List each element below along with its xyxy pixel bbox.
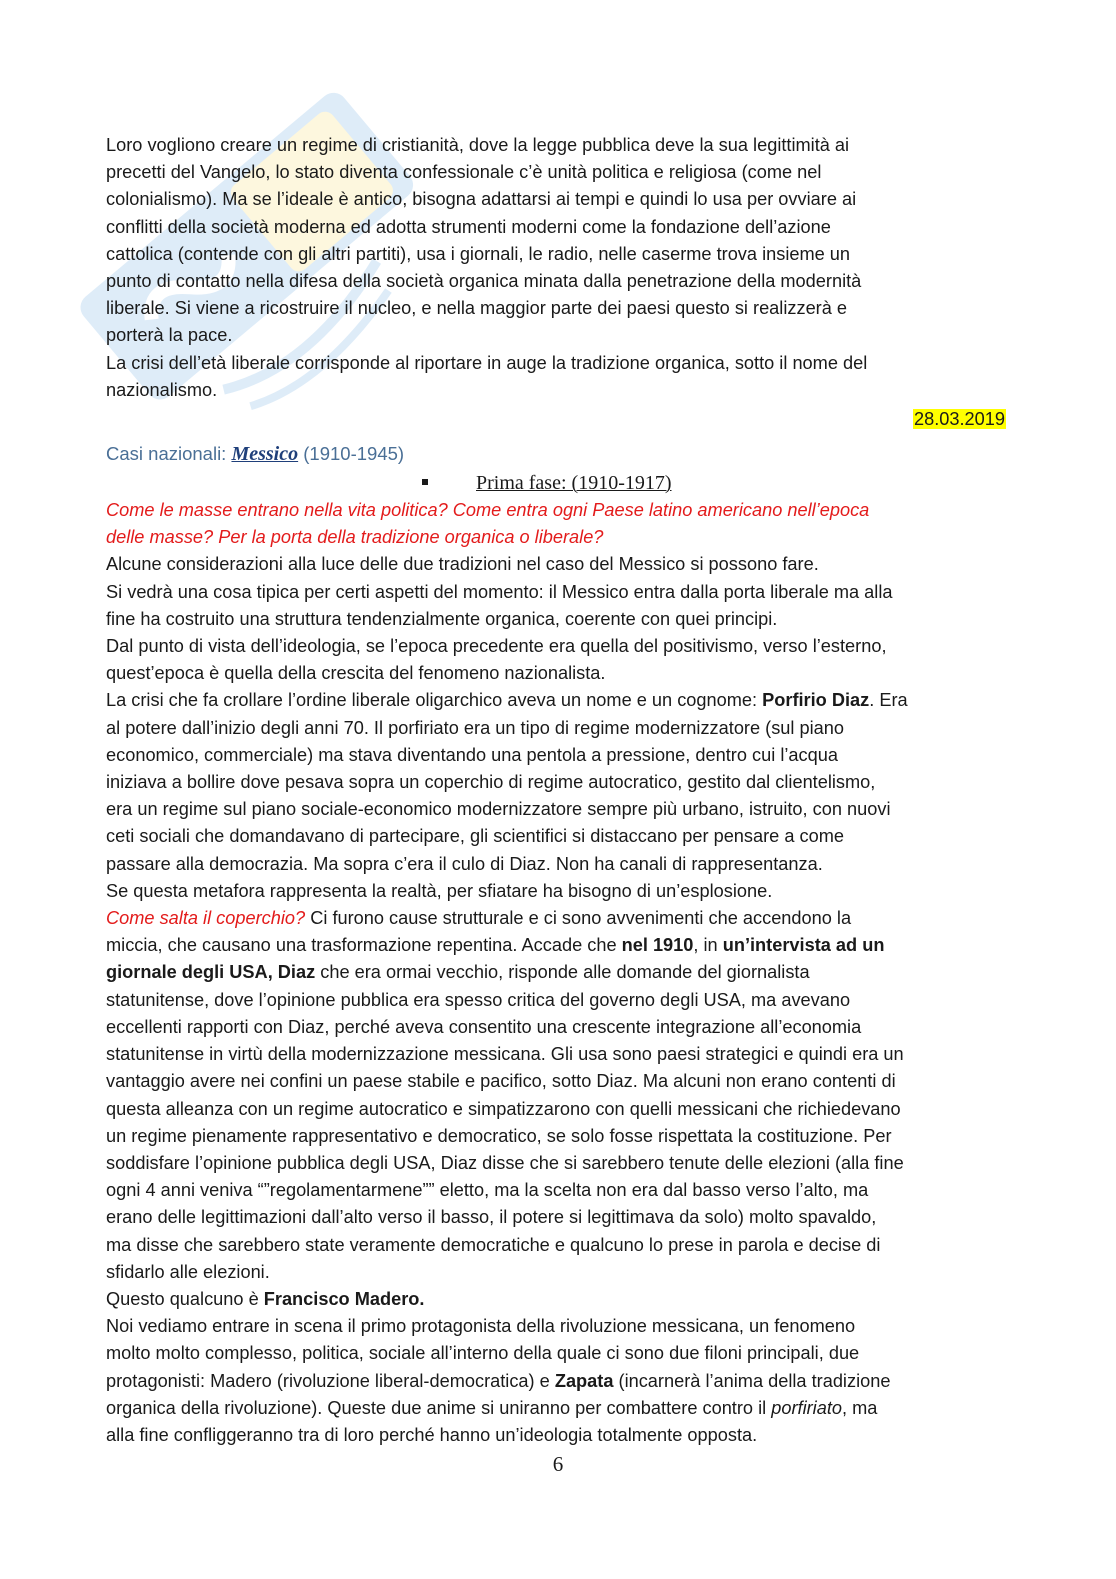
text-line: vantaggio avere nei confini un paese stabile e pacifico, sotto Diaz. Ma alcuni non erano contenti di bbox=[106, 1071, 896, 1092]
text-span: protagonisti: Madero (rivoluzione liberal-democratica) e bbox=[106, 1370, 555, 1391]
text-line: statunitense, dove l’opinione pubblica era spesso critica del governo degli USA, ma avevano bbox=[106, 989, 851, 1010]
text-line bbox=[106, 959, 1006, 986]
text-line: soddisfare l’opinione pubblica degli USA, Diaz disse che si sarebbero tenute delle elezioni (alla fine bbox=[106, 1152, 904, 1173]
text-line: Se questa metafora rappresenta la realtà, per sfiatare ha bisogno di un’esplosione. bbox=[106, 880, 773, 901]
page-number: 6 bbox=[552, 1452, 564, 1476]
text-line: quest’epoca è quella della crescita del fenomeno nazionalista. bbox=[106, 663, 606, 684]
text-line: La crisi dell’età liberale corrisponde al riportare in auge la tradizione organica, sotto il nome del bbox=[106, 352, 868, 373]
text-span: miccia, che causano una trasformazione repentina. Accade che bbox=[106, 935, 622, 956]
text-span: Questo qualcuno è bbox=[106, 1288, 264, 1309]
text-line: alla fine confliggeranno tra di loro perché hanno un’ideologia totalmente opposta. bbox=[106, 1424, 758, 1445]
text-line: fine ha costruito una struttura tendenzialmente organica, coerente con quei principi. bbox=[106, 608, 778, 629]
text-line: precetti del Vangelo, lo stato diventa confessionale c’è unità politica e religiosa (come nel bbox=[106, 162, 822, 183]
heading-country: Messico bbox=[231, 443, 299, 466]
text-line: sfidarlo alle elezioni. bbox=[106, 1261, 270, 1282]
text-line: al potere dall’inizio degli anni 70. Il porfiriato era un tipo di regime modernizzatore (sul piano bbox=[106, 717, 845, 738]
text-line: era un regime sul piano sociale-economico modernizzatore sempre più urbano, istruito, con nuovi bbox=[106, 799, 891, 820]
text-span: (incarnerà l’anima della tradizione bbox=[613, 1370, 891, 1391]
text-line: eccellenti rapporti con Diaz, perché aveva consentito una crescente integrazione all’economia bbox=[106, 1016, 862, 1037]
text-line: liberale. Si viene a ricostruire il nucleo, e nella maggior parte dei paesi questo si realizzerà e bbox=[106, 298, 848, 319]
text-span: La crisi che fa crollare l’ordine liberale oligarchico aveva un nome e un cognome: bbox=[106, 690, 763, 711]
lecture-date: 28.03.2019 bbox=[913, 409, 1005, 430]
text-line: ogni 4 anni veniva “”regolamentarmene”” eletto, ma la scelta non era dal basso verso l’alto, ma bbox=[106, 1180, 869, 1201]
text-line: statunitense in virtù della modernizzazione messicana. Gli usa sono paesi strategici e quindi era un bbox=[106, 1044, 904, 1065]
text-line bbox=[106, 1368, 1006, 1395]
phase-title: Prima fase: (1910-1917) bbox=[476, 472, 672, 495]
bold-span: giornale degli USA, Diaz bbox=[106, 962, 316, 983]
text-span: . Era bbox=[869, 690, 908, 711]
text-line bbox=[106, 932, 1006, 959]
text-line bbox=[106, 905, 1006, 932]
text-line: cattolica (contende con gli altri partiti), usa i giornali, le radio, nelle caserme trova insieme un bbox=[106, 243, 851, 264]
question-line: delle masse? Per la porta della tradizione organica o liberale? bbox=[106, 527, 604, 548]
question-line: Come le masse entrano nella vita politica? Come entra ogni Paese latino americano nell’epoca bbox=[106, 500, 870, 521]
date-row bbox=[106, 407, 1006, 437]
intro-paragraph bbox=[106, 132, 1006, 404]
text-line: nazionalismo. bbox=[106, 379, 218, 400]
phase-subheading bbox=[106, 469, 1006, 497]
bullet-icon bbox=[422, 479, 428, 485]
question-coperchio: Come salta il coperchio? bbox=[106, 908, 306, 929]
text-line: Noi vediamo entrare in scena il primo protagonista della rivoluzione messicana, un fenomeno bbox=[106, 1316, 856, 1337]
text-line: iniziava a bollire dove pesava sopra un coperchio di regime autocratico, gestito dal clientelismo, bbox=[106, 772, 876, 793]
text-span: che era ormai vecchio, risponde alle domande del giornalista bbox=[315, 962, 810, 983]
text-line bbox=[106, 1286, 1006, 1313]
body-text bbox=[106, 497, 1006, 1449]
text-line bbox=[106, 687, 1006, 714]
text-line: economico, commerciale) ma stava diventando una pentola a pressione, dentro cui l’acqua bbox=[106, 744, 838, 765]
section-heading bbox=[106, 441, 1006, 467]
name-porfirio-diaz: Porfirio Diaz bbox=[762, 690, 870, 711]
name-francisco-madero: Francisco Madero. bbox=[263, 1288, 425, 1309]
text-line: ma disse che sarebbero state veramente democratiche e qualcuno lo prese in parola e decise di bbox=[106, 1234, 881, 1255]
text-span: , ma bbox=[842, 1397, 878, 1418]
text-line: porterà la pace. bbox=[106, 325, 233, 346]
text-span: organica della rivoluzione). Queste due anime si uniranno per combattere contro il bbox=[106, 1397, 772, 1418]
document-page bbox=[106, 132, 1006, 1449]
text-line: un regime pienamente rappresentativo e democratico, se solo fosse rispettata la costituzione. Per bbox=[106, 1125, 892, 1146]
text-span: , in bbox=[693, 935, 723, 956]
text-line bbox=[106, 1395, 1006, 1422]
porfiriato-term: porfiriato bbox=[771, 1397, 842, 1418]
bold-span: nel 1910 bbox=[621, 935, 694, 956]
text-line: conflitti della società moderna ed adotta strumenti moderni come la fondazione dell’azione bbox=[106, 216, 831, 237]
text-line: ceti sociali che domandavano di partecipare, gli scientifici si distaccano per pensare a come bbox=[106, 826, 844, 847]
text-line: Alcune considerazioni alla luce delle due tradizioni nel caso del Messico si possono fare. bbox=[106, 554, 819, 575]
text-line: erano delle legittimazioni dall’alto verso il basso, il potere si legittimava da solo) molto spavaldo, bbox=[106, 1207, 877, 1228]
text-line: Si vedrà una cosa tipica per certi aspetti del momento: il Messico entra dalla porta liberale ma alla bbox=[106, 581, 893, 602]
heading-prefix: Casi nazionali: bbox=[106, 443, 232, 465]
text-line: passare alla democrazia. Ma sopra c’era il culo di Diaz. Non ha canali di rappresentanza. bbox=[106, 853, 823, 874]
text-line: questa alleanza con un regime autocratico e simpatizzarono con quelli messicani che richiedevano bbox=[106, 1098, 901, 1119]
text-line: Loro vogliono creare un regime di cristianità, dove la legge pubblica deve la sua legittimità ai bbox=[106, 135, 850, 155]
name-zapata: Zapata bbox=[554, 1370, 614, 1391]
text-line: molto molto complesso, politica, sociale all’interno della quale ci sono due filoni principali, due bbox=[106, 1343, 860, 1364]
text-line: punto di contatto nella difesa della società organica minata dalla penetrazione della modernità bbox=[106, 271, 862, 292]
text-line: colonialismo). Ma se l’ideale è antico, bisogna adattarsi ai tempi e quindi lo usa per ovviare ai bbox=[106, 189, 857, 210]
text-line: Dal punto di vista dell’ideologia, se l’epoca precedente era quella del positivismo, verso l’esterno, bbox=[106, 636, 887, 657]
bold-span: un’intervista ad un bbox=[722, 935, 885, 956]
text-span: Ci furono cause strutturale e ci sono avvenimenti che accendono la bbox=[305, 908, 852, 929]
heading-years: (1910-1945) bbox=[298, 443, 405, 465]
